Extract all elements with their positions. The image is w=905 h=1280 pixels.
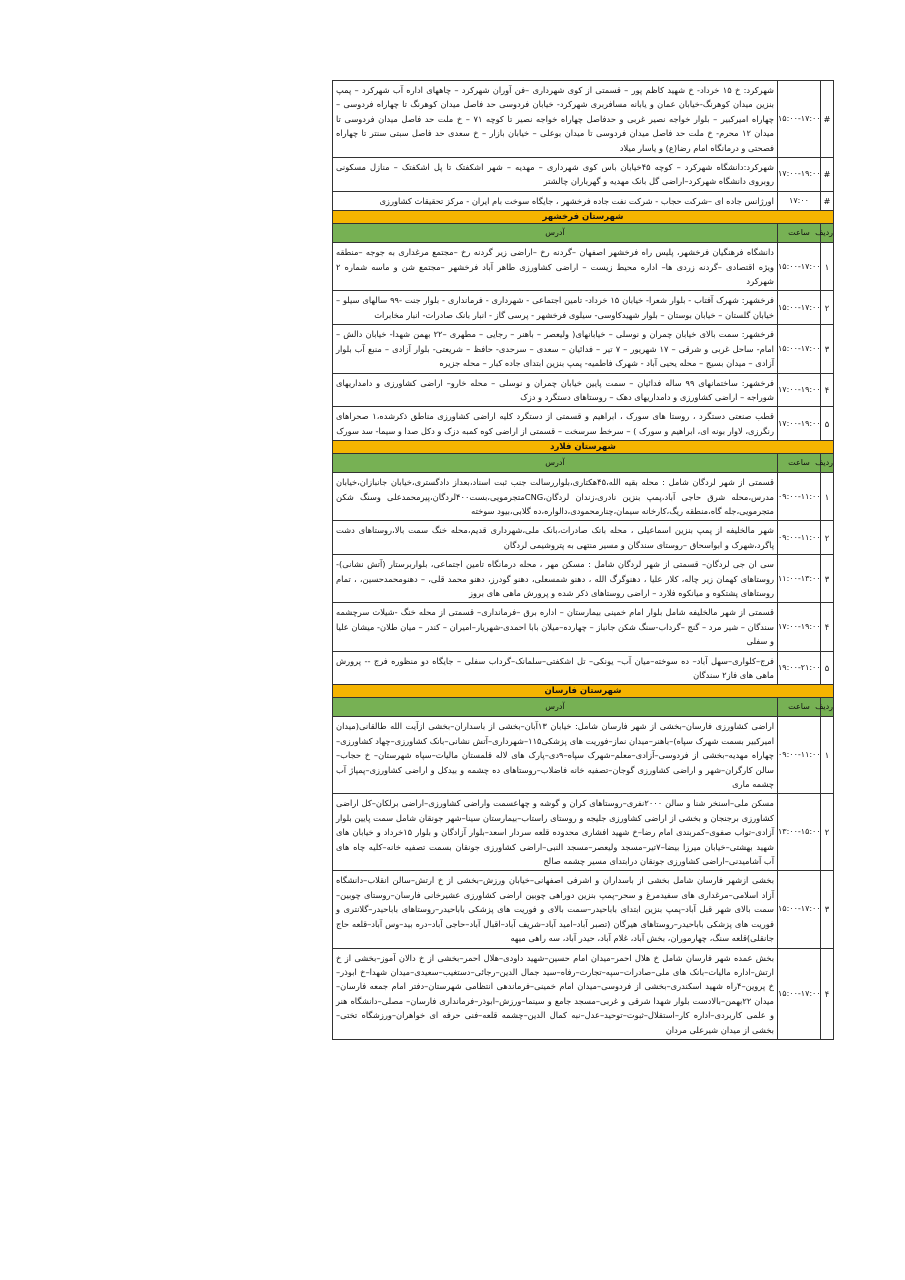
header-address: آدرس	[333, 454, 778, 473]
table-row	[333, 651, 834, 685]
row-address: قسمتی از شهر لردگان شامل : محله بقیه الله،۴۵هکتاری،بلواررسالت جنب ثبت اسناد،بعداز دادگستری،خیابان جانبازان،خیابان مدرس،محله شرق حاجی آباد،پمپ بنزین نادری،زندان لردگان،CNGمتجرمویی،بست۴۰۰لردگان،پیرمحمدعلی وسنگ شکن متجرمویی،جله گاه،منطقه ریگ،کارخانه سیمان،چنارمحمودی،دالواره،ده گلابی،بیود سوخته	[333, 473, 778, 521]
header-number: ردیف	[821, 698, 834, 717]
table-row	[333, 794, 834, 871]
row-time: ۰۹:۰۰-۱۱:۰۰	[778, 521, 821, 555]
row-number: ۱	[821, 473, 834, 521]
column-header-row	[333, 698, 834, 717]
row-number: #	[821, 191, 834, 210]
section-title: شهرستان فلارد	[333, 441, 834, 454]
section-title-row	[333, 441, 834, 454]
row-number: ۳	[821, 555, 834, 603]
row-address: دانشگاه فرهنگیان فرخشهر، پلیس راه فرخشهر اصفهان –گردنه رخ –اراضی زیر گردنه رخ –مجتمع مرغداری به جوجه –منطقه ویژه اقتصادی –گردنه زردی ها– اداره محیط زیست – اراضی کشاورزی طاهر آباد فرخشهر –مجتمع شن و ماسه شماره ۲ شهرکرد	[333, 243, 778, 291]
table-row	[333, 158, 834, 192]
row-number: #	[821, 158, 834, 192]
row-time: ۰۹:۰۰-۱۱:۰۰	[778, 717, 821, 794]
row-address: فرخشهر: شهرک آفتاب - بلوار شعرا- خیابان ۱۵ خرداد- تامین اجتماعی - شهرداری - فرمانداری - بلوار جنت -۹۹ سالهای سیلو – خیابان گلستان – خیابان بوستان – بلوار شهیدکاوسی- سیلوی فرخشهر - پرسی گاز - انبار بانک صادرات- انبار مخابرات	[333, 291, 778, 325]
row-number: ۳	[821, 871, 834, 948]
table-row	[333, 948, 834, 1039]
section-title: شهرستان فرخشهر	[333, 211, 834, 224]
header-number: ردیف	[821, 454, 834, 473]
row-number: ۱	[821, 243, 834, 291]
column-header-row	[333, 224, 834, 243]
row-time: ۱۵:۰۰-۱۷:۰۰	[778, 291, 821, 325]
table-row	[333, 521, 834, 555]
row-time: ۱۷:۰۰-۱۹:۰۰	[778, 158, 821, 192]
table-row	[333, 373, 834, 407]
row-address: قطب صنعتی دستگرد ، روستا های سورک ، ابراهیم و قسمتی از دستگرد کلیه اراضی کشاورزی مناطق ذکرشده،۱ صحراهای رنگرزی، لاوار بونه ای، ابراهیم و سورک ) – سرخط سرسخت – قسمتی از اراضی کوه کمبه دزک و دکل صدا و سیما- سد سورک	[333, 407, 778, 441]
row-time: ۱۵:۰۰-۱۷:۰۰	[778, 948, 821, 1039]
column-header-row	[333, 454, 834, 473]
table-row	[333, 717, 834, 794]
section-title: شهرستان فارسان	[333, 685, 834, 698]
header-address: آدرس	[333, 698, 778, 717]
table-row	[333, 555, 834, 603]
row-address: سی ان جی لردگان– قسمتی از شهر لردگان شامل : مسکن مهر ، محله درمانگاه تامین اجتماعی، بلواربرستار (آتش نشانی)- روستاهای کهمان زیر چاله، کلار علیا ، دهنوگرگ الله ، دهنو شمسعلی، دهنو گودرز، دهنو محمد قلی، – دهنومحمدحسین، ، تمام روستاهای پشتکوه و میانکوه فلارد – اراضی روستاهای ذکر شده و پرورش ماهی های بروز	[333, 555, 778, 603]
row-time: ۱۹:۰۰-۲۱:۰۰	[778, 651, 821, 685]
row-number: ۴	[821, 603, 834, 651]
row-number: ۲	[821, 794, 834, 871]
row-number: #	[821, 81, 834, 158]
outage-schedule-sheet	[332, 80, 834, 1040]
row-time: ۱۳:۰۰-۱۵:۰۰	[778, 794, 821, 871]
header-number: ردیف	[821, 224, 834, 243]
table-row	[333, 871, 834, 948]
row-address: فرخشهر: ساختمانهای ۹۹ ساله فدائیان – سمت پایین خیابان چمران و نوسلی – محله خارو– اراضی کشاورزی و دامداریهای شوراجه – اراضی کشاورزی و دامداریهای دهک – روستاهای دستگرد و دزک	[333, 373, 778, 407]
row-time: ۱۷:۰۰-۱۹:۰۰	[778, 603, 821, 651]
header-time: ساعت	[778, 698, 821, 717]
row-time: ۰۹:۰۰-۱۱:۰۰	[778, 473, 821, 521]
table-row	[333, 191, 834, 210]
schedule-table	[332, 80, 834, 1040]
row-number: ۴	[821, 948, 834, 1039]
row-address: مسکن ملی–اسنخر شنا و سالن ۲۰۰۰نفری–روستاهای کران و گوشه و چهاعسمت واراضی کشاورزی–اراضی برلکان–کل اراضی کشاورزی برجنجان و بخشی از اراضی کشاورزی جلیجه و روستای راستاب–بیمارستان سینا–شهر جونقان شامل سمت پایین بلوار آزادی–تواب صفوی–کمربندی امام رضا–خ شهید افشاری محدوده قلعه سردار اسعد–بلوار آزادگان و بلوار ۱۵خرداد و خیابان های شهید بهشتی–خیابان میرزا بیضا–۷تیر–مسجد ولیعصر–مسجد النبی–اراضی کشاورزی جونقان بسمت تصفیه خانه–کلیه چاه های آب آشامیدنی–اراضی کشاورزی جونقان درابتدای مسیر چشمه صالح	[333, 794, 778, 871]
header-address: آدرس	[333, 224, 778, 243]
header-time: ساعت	[778, 224, 821, 243]
row-address: شهرکرد:دانشگاه شهرکرد – کوچه ۴۵خیابان باس کوی شهرداری – مهدیه – شهر اشکفتک تا پل اشکفتک – منازل مسکونی روبروی دانشگاه شهرکرد–اراضی گل بانک مهدیه و گهرباران چالشتر	[333, 158, 778, 192]
row-time: ۱۵:۰۰-۱۷:۰۰	[778, 325, 821, 373]
table-row	[333, 291, 834, 325]
table-row	[333, 243, 834, 291]
table-row	[333, 325, 834, 373]
row-time: ۱۵:۰۰-۱۷:۰۰	[778, 871, 821, 948]
row-address: قسمتی از شهر مالخلیفه شامل بلوار امام خمینی بیمارستان – اداره برق –فرمانداری– قسمتی از محله خنگ -شیلات سرچشمه سندگان – شیر مرد – گنج –گرداب-سنگ شکن جانباز – چهارده–میلان بابا احمدی-شهریار–امیران – کندر – میان طلان- میشان علیا و سفلی	[333, 603, 778, 651]
section-title-row	[333, 685, 834, 698]
row-number: ۱	[821, 717, 834, 794]
row-address: اراضی کشاورزی فارسان–بخشی از شهر فارسان شامل: خیابان ۱۳آبان–بخشی از باسداران–بخشی ازآیت الله طالقانی(میدان امیرکبیر بسمت شهرک سپاه)–باهنر–میدان نماز–فوریت های پزشکی۱۱۵–شهرداری–آتش نشانی–بانک کشاورزی–چهاد کشاورزی–چهاراه مهدیه–بخشی از فردوسی–آزادی–معلم–شهرک سپاه–۹دی–پارک های لاله قلمستان مالیات–سپاه شهرستان– خ حجاب–سالن کارگران–شهر و اراضی کشاورزی گوجان–تصفیه خانه فاضلاب–روستاهای ده چشمه و بیدکل و اراضی کشاورزی–پمپاژ آب چشمه ماری	[333, 717, 778, 794]
row-time: ۱۷:۰۰-۱۹:۰۰	[778, 407, 821, 441]
row-address: بخشی ازشهر فارسان شامل بخشی از باسداران و اشرفی اصفهانی–خیابان ورزش–بخشی از خ ارتش–سالن انقلاب–دانشگاه آزاد اسلامی–مرغداری های سفیدمرغ و سحر–پمپ بنزین دوراهی چوبین اراضی کشاورزی عشیرخانی فارسان–روستای چوبین– سمت بالای شهر قبل آباد–پمپ بنزین ابتدای باباحیدر–سمت بالای و فوریت های پزشکی باباحیدر–روستاهای باباحیدر–گلانتری و فوریت های پزشکی باباحیدر–روستاهای هیرگان (تصبر آباد–امید آباد–شریف آباد–اقبال آباد–حاجی آباد–دره بید–وس آباد–قلعه حاج جانقلی)قلعه سنگ، چهارموران، بخش آباد، غلام آباد، حیدر آباد، سه راهی میهه	[333, 871, 778, 948]
table-row	[333, 407, 834, 441]
row-address: فرخشهر: سمت بالای خیابان چمران و نوسلی – خیابانهای( ولیعصر – باهنر – رجایی – مطهری –۲۲ بهمن شهدا- خیابان دالش – امام- ساحل غربی و شرقی – ۱۷ شهریور – ۷ تیر – فدائیان – سعدی – سرحدی- حافظ – شریعتی- بلوار آزادی – منبع آب بلوار آزادی – میدان بسیج – محله یحیی آباد - شهرک فاطمیه- پمپ بنزین ابتدای جاده کبار – محله جزیره	[333, 325, 778, 373]
row-address: شهرکرد: خ ۱۵ خرداد- خ شهید کاظم پور – قسمتی از کوی شهرداری –فن آوران شهرکرد – چاههای اداره آب شهرکرد – پمپ بنزین میدان کوهرنگ-خیابان عمان و یابانه مسافربری شهرکرد- خیابان فردوسی حد فاصل میدان کوهرنگ تا چهاراه فردوسی – چهاراه امیرکبیر – بلوار خواجه نصیر غربی و حدفاصل چهاراه خواجه نصیر تا کوچه ۷۱ – خ ملت حد فاصل میدان فردوسی تا میدان ۱۲ محرم- خ ملت حد فاصل میدان فردوسی تا میدان بوعلی – خیابان بازار – خ سعدی حد فاصل سبتی سنتر تا چهاراه فصحتی و درمانگاه امام رضا(ع) و یاسار میلاد	[333, 81, 778, 158]
row-number: ۳	[821, 325, 834, 373]
header-time: ساعت	[778, 454, 821, 473]
row-address: فرج–کلواری–سهل آباد– ده سوخته–میان آب– یونکی– تل اشکفتی–سلمانک–گرداب سفلی – جایگاه دو منظوره فرج -- پرورش ماهی های فاز۲ سندگان	[333, 651, 778, 685]
row-number: ۲	[821, 291, 834, 325]
row-address: بخش عمده شهر فارسان شامل خ هلال احمر–میدان امام حسین–شهید داودی–هلال احمر–بخشی از خ دالان آموز–بخشی از خ ارتش–اداره مالیات–بانک های ملی–صادرات–سپه–تجارت–رفاه–سید جمال الدین–رجائی–دستغیب–سعیدی–میدان شهدا–خ ابوذر–خ پروین–۴راه شهید اسکندری–بخشی از فردوسی–میدان امام خمینی–فرماندهی انتظامی شهرستان–دفتر امام جمعه فارسان–میدان ۲۲بهمن–بالادست بلوار شهدا شرقی و غربی–مسجد جامع و سینما–ورزش–ابوذر–فرمانداری فارسان– مصلی–دانشگاه هنر و علمی کاربردی–اداره کار–استقلال–ثبوت–توحید–عدل–نبه کمال الدین–چشمه قلعه–فنی حرفه ای خواهران–ورزشگاه تختی–بخشی از میدان شیرعلی مردان	[333, 948, 778, 1039]
table-row	[333, 81, 834, 158]
row-number: ۵	[821, 651, 834, 685]
row-time: ۱۱:۰۰-۱۳:۰۰	[778, 555, 821, 603]
row-address: اورژانس جاده ای –شرکت حجاب - شرکت نفت جاده فرخشهر ، جایگاه سوخت بام ایران - مرکز تحقیقات کشاورزی	[333, 191, 778, 210]
row-time: ۱۵:۰۰-۱۷:۰۰	[778, 81, 821, 158]
row-number: ۵	[821, 407, 834, 441]
row-address: شهر مالخلیفه از پمپ بنزین اسماعیلی ، محله بانک صادرات،بانک ملی،شهرداری قدیم،محله خنگ سمت بالا،روستاهای دشت پاگرد،شهرک و ابواسحاق –روستای سندگان و مسیر منتهی به پتروشیمی لردگان	[333, 521, 778, 555]
row-number: ۲	[821, 521, 834, 555]
table-row	[333, 473, 834, 521]
row-time: ۱۵:۰۰-۱۷:۰۰	[778, 243, 821, 291]
table-row	[333, 603, 834, 651]
row-time: ۱۷:۰۰	[778, 191, 821, 210]
section-title-row	[333, 211, 834, 224]
row-time: ۱۷:۰۰-۱۹:۰۰	[778, 373, 821, 407]
row-number: ۴	[821, 373, 834, 407]
